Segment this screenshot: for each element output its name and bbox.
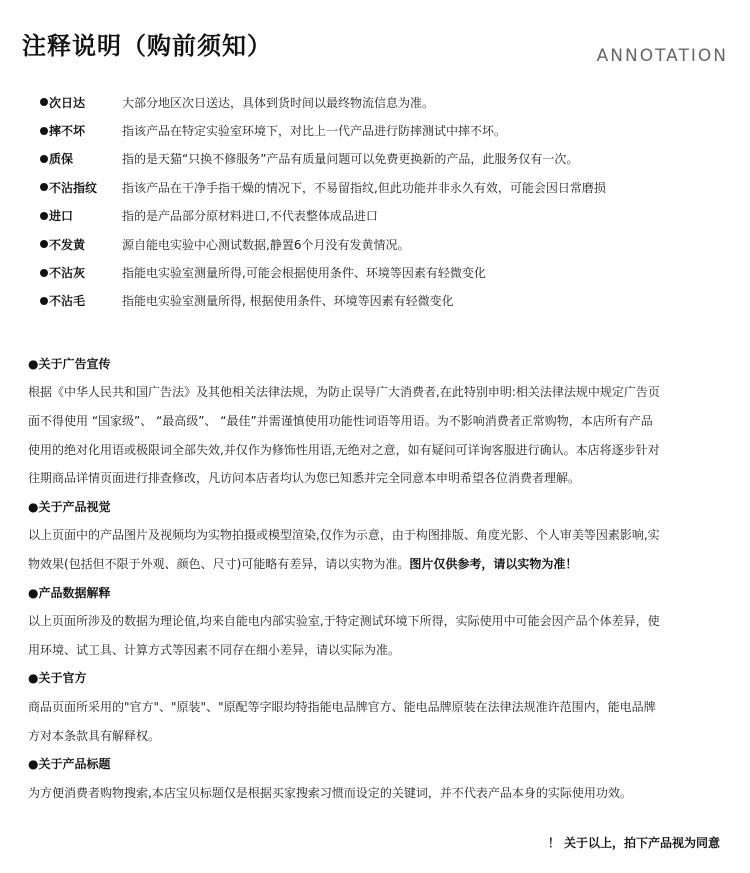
- term-row: [40, 287, 730, 315]
- term-row: [40, 116, 730, 144]
- term-desc: 指能电实验室测量所得, 根据使用条件、环境等因素有轻微变化: [122, 294, 454, 309]
- term-desc: 指该产品在特定实验室环境下，对比上一代产品进行防摔测试中摔不坏。: [122, 124, 507, 139]
- term-row: [40, 173, 730, 201]
- term-row: [40, 145, 730, 173]
- bullet-icon: [40, 155, 48, 163]
- term-name: 次日达: [49, 95, 86, 110]
- term-name: 不沾灰: [49, 266, 86, 281]
- bullet-icon: [40, 212, 48, 220]
- term-desc: 指的是天猫“只换不修服务”产品有质量问题可以免费更换新的产品，此服务仅有一次。: [122, 152, 579, 167]
- term-desc: 指能电实验室测量所得,可能会根据使用条件、环境等因素有轻微变化: [122, 266, 486, 281]
- term-name: 不沾指纹: [49, 180, 98, 195]
- page-title: 注释说明（购前须知）: [22, 32, 272, 60]
- term-row: [40, 230, 730, 258]
- section-line: 面不得使用 “国家级”、 “最高级”、 “最佳”并需谨慎使用功能性词语等用语。为不影响消费者正常购物，本店所有产品: [28, 413, 653, 428]
- term-name: 质保: [49, 152, 74, 167]
- section-line: 以上页面所涉及的数据为理论值,均来自能电内部实验室,于特定测试环境下所得，实际使用中可能会因产品个体差异，使: [28, 614, 660, 629]
- section-heading-official: ●关于官方: [28, 671, 87, 686]
- section-heading-advertising: ●关于广告宣传: [28, 356, 111, 371]
- section-line-mixed: [28, 549, 722, 578]
- section-line: 用环境、试工具、计算方式等因素不同存在细小差异，请以实际为准。: [28, 642, 401, 657]
- term-name: 不发黄: [49, 237, 86, 252]
- page-subtitle: ANNOTATION: [596, 46, 728, 66]
- bullet-icon: [40, 240, 48, 248]
- section-line: 使用的绝对化用语或极限词全部失效,并仅作为修饰性用语,无绝对之意，如有疑问可详询客服进行确认。本店将逐步针对: [28, 442, 660, 457]
- terms-list: [40, 88, 730, 315]
- term-desc: 指该产品在干净手指干燥的情况下，不易留指纹,但此功能并非永久有效，可能会因日常磨损: [122, 180, 606, 195]
- emphasis-text: 图片仅供参考，请以实物为准！: [409, 556, 578, 571]
- bullet-icon: [40, 183, 48, 191]
- section-line: 以上页面中的产品图片及视频均为实物拍摄或模型渲染,仅作为示意，由于构图排版、角度光影、个人审美等因素影响,实: [28, 528, 660, 543]
- bullet-icon: [40, 127, 48, 135]
- term-row: [40, 202, 730, 230]
- section-heading-data: ●产品数据解释: [28, 585, 111, 600]
- section-text: 物效果(包括但不限于外观、颜色、尺寸)可能略有差异，请以实物为准。: [28, 556, 410, 571]
- term-row: [40, 258, 730, 286]
- bullet-icon: [40, 98, 48, 106]
- section-line: 为方便消费者购物搜索,本店宝贝标题仅是根据买家搜索习惯而设定的关键词，并不代表产品本身的实际使用功效。: [28, 785, 632, 800]
- section-line: 方对本条款具有解释权。: [28, 728, 161, 743]
- section-heading-visual: ●关于产品视觉: [28, 499, 111, 514]
- section-line: 往期商品详情页面进行排查修改，凡访问本店者均认为您已知悉并完全同意本申明希望各位消费者理解。: [28, 471, 581, 486]
- term-row: [40, 88, 730, 116]
- term-name: 进口: [49, 209, 74, 224]
- term-name: 摔不坏: [49, 124, 86, 139]
- bullet-icon: [40, 269, 48, 277]
- section-line: 根据《中华人民共和国广告法》及其他相关法律法规，为防止误导广大消费者,在此特别申明:相关法律法规中规定广告页: [28, 385, 660, 400]
- bullet-icon: [40, 297, 48, 305]
- section-line: 商品页面所采用的"官方"、"原装"、"原配等字眼均特指能电品牌官方、能电品牌原装在法律法规准许范围内，能电品牌: [28, 699, 656, 714]
- agreement-note: ！ 关于以上，拍下产品视为同意: [547, 836, 720, 850]
- term-desc: 指的是产品部分原材料进口,不代表整体成品进口: [122, 209, 378, 224]
- section-heading-title: ●关于产品标题: [28, 757, 111, 772]
- notice-sections: [28, 349, 722, 807]
- term-name: 不沾毛: [49, 294, 86, 309]
- term-desc: 源自能电实验中心测试数据,静置6个月没有发黄情况。: [122, 237, 410, 252]
- term-desc: 大部分地区次日送达，具体到货时间以最终物流信息为准。: [122, 95, 435, 110]
